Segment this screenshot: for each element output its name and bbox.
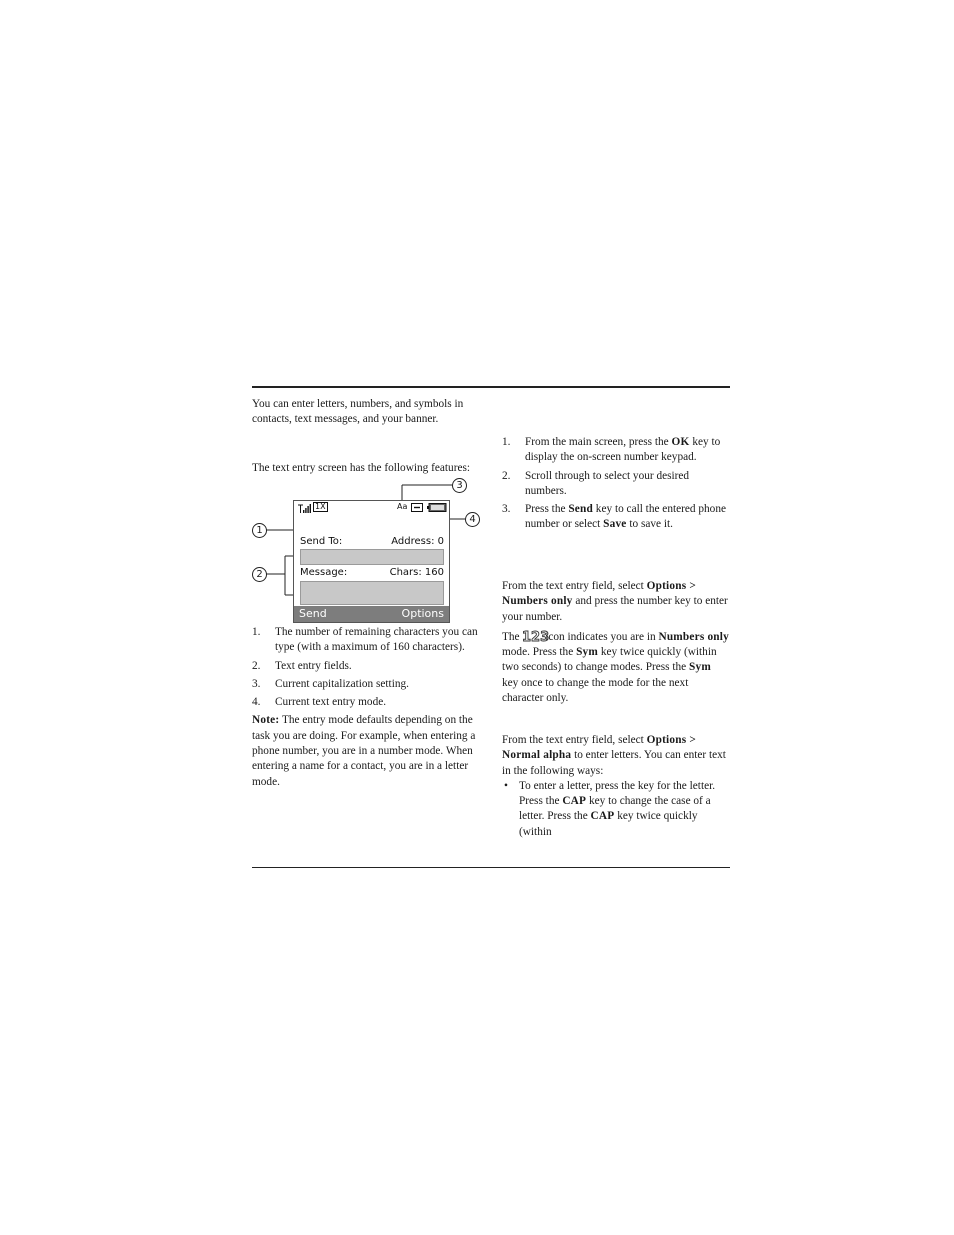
note-label: Note:: [252, 714, 280, 727]
features-list-block: [252, 625, 482, 790]
features-intro: The text entry screen has the following features:: [252, 462, 471, 474]
alpha-paragraph: From the text entry field, select Options > Normal alpha to enter letters. You can enter text in the following ways:: [502, 734, 726, 777]
list-item: 3. Press the Send key to call the entered phone number or select Save to save it.: [502, 503, 726, 531]
send-softkey[interactable]: Send: [299, 607, 327, 620]
numbers-mode-icon: [522, 629, 550, 645]
callout-4: 4: [465, 512, 480, 527]
callout-2: 2: [252, 567, 267, 582]
list-item: 2. Text entry fields.: [252, 659, 352, 672]
bottom-rule: [252, 867, 730, 868]
list-item: 1. The number of remaining characters you can type (with a maximum of 160 characters).: [252, 626, 478, 654]
case-indicator: Aa: [397, 502, 408, 511]
right-steps-block: [502, 435, 730, 536]
text-mode-icon: [411, 503, 423, 512]
note-paragraph: Note: The entry mode defaults depending on the task you are doing. For example, when entering a phone number, you are in a number mode. When entering a name for a contact, you are in a letter mode.: [252, 714, 476, 788]
list-item: 4. Current text entry mode.: [252, 696, 387, 709]
list-item: • To enter a letter, press the key for the letter. Press the CAP key to change the case of a letter. Press the CAP key twice quickly (within: [504, 779, 716, 838]
message-field[interactable]: [300, 581, 444, 605]
list-item: 2. Scroll through to select your desired numbers.: [502, 469, 690, 497]
alpha-bullet-list: [502, 779, 730, 840]
signal-icon: [297, 504, 311, 514]
callout-1: 1: [252, 523, 267, 538]
callout-3: 3: [452, 478, 467, 493]
battery-icon: [427, 503, 447, 512]
numbers-paragraph-1: From the text entry field, select Options > Numbers only and press the number key to enter your number.: [502, 580, 728, 623]
message-label: Message:: [300, 567, 348, 578]
options-softkey[interactable]: Options: [401, 607, 444, 620]
list-item: 1. From the main screen, press the OK key to display the on-screen number keypad.: [502, 436, 721, 464]
send-to-field[interactable]: [300, 549, 444, 565]
svg-text:123: 123: [522, 629, 550, 645]
alpha-section: [502, 733, 730, 840]
phone-screen: [293, 500, 450, 623]
intro-paragraph: You can enter letters, numbers, and symbols in contacts, text messages, and your banner.: [252, 398, 464, 426]
numbers-paragraph-2: The 123 icon indicates you are in Numbers only mode. Press the Sym key twice quickly (within two seconds) to change modes. Press the Sym key once to change the mode for the next character only.: [502, 629, 729, 705]
numbers-section: [502, 579, 730, 706]
chars-remaining-label: Chars: 160: [389, 567, 444, 578]
list-item: 3. Current capitalization setting.: [252, 677, 409, 690]
steps-list: [502, 435, 730, 533]
send-to-label: Send To:: [300, 536, 343, 547]
address-count-label: Address: 0: [391, 536, 444, 547]
network-1x-icon: 1X: [315, 502, 326, 511]
softkey-bar: [294, 606, 449, 622]
features-list: [252, 625, 482, 710]
